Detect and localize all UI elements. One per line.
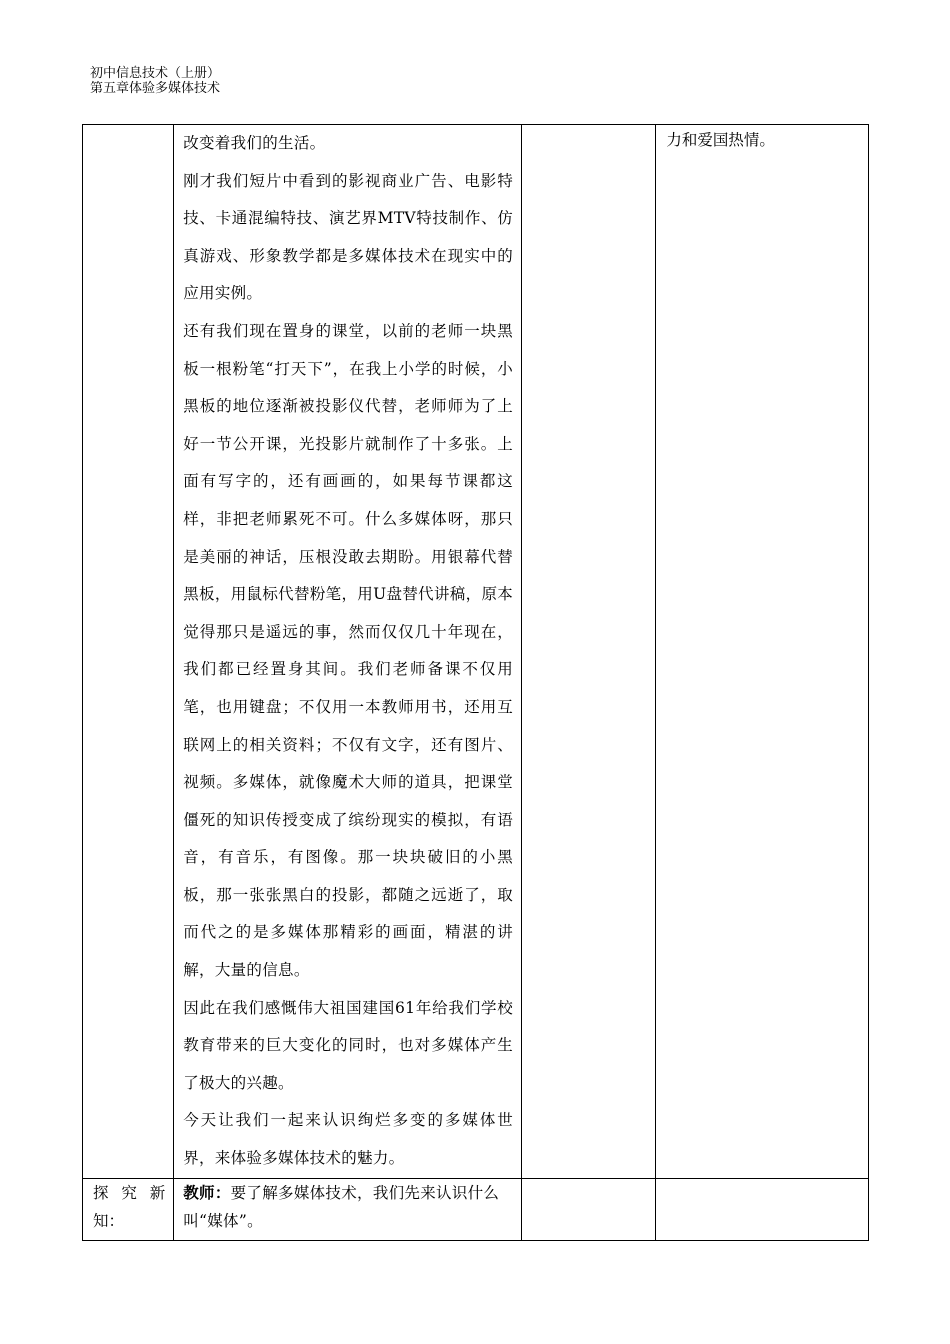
teacher-activity-text <box>174 125 521 1178</box>
teacher-activity-cell <box>174 125 522 1179</box>
stage-label-line1 <box>93 1179 165 1207</box>
header-course-title: 初中信息技术（上册） <box>90 66 221 81</box>
header-chapter-title: 第五章体验多媒体技术 <box>90 81 221 96</box>
design-intent-cell <box>656 1178 869 1240</box>
stage-label <box>83 1179 173 1235</box>
page-header <box>90 66 220 96</box>
teacher-activity-cell <box>174 1178 522 1240</box>
table-row <box>83 1178 869 1240</box>
student-activity-cell <box>522 125 656 1179</box>
speaker-text: 要了解多媒体技术，我们先来认识什么叫“媒体”。 <box>183 1183 500 1230</box>
stage-cell <box>83 125 174 1179</box>
stage-label-line2: 知： <box>93 1211 125 1230</box>
paragraph: 刚才我们短片中看到的影视商业广告、电影特技、卡通混编特技、演艺界MTV特技制作、仿真游戏、形象教学都是多媒体技术在现实中的应用实例。 <box>183 171 514 303</box>
paragraph: 改变着我们的生活。 <box>183 134 326 152</box>
stage-label-char: 探 <box>93 1183 109 1202</box>
speaker-label: 教师： <box>183 1182 231 1202</box>
design-intent-cell <box>656 125 869 1179</box>
student-activity-cell <box>522 1178 656 1240</box>
table-row <box>83 125 869 1179</box>
stage-label-char: 新 <box>149 1183 166 1202</box>
paragraph: 今天让我们一起来认识绚烂多变的多媒体世界，来体验多媒体技术的魅力。 <box>183 1111 514 1168</box>
stage-cell <box>83 1178 174 1240</box>
paragraph: 还有我们现在置身的课堂，以前的老师一块黑板一根粉笔“打天下”，在我上小学的时候，小黑板的地位逐渐被投影仪代替，老师师为了上好一节公开课，光投影片就制作了十多张。上面有写字的，还有画画的，如果每节课都这样，非把老师累死不可。什么多媒体呀，那只是美丽的神话，压根没敢去期盼。用银幕代替黑板，用鼠标代替粉笔，用U盘替代讲稿，原本觉得那只是遥远的事，然而仅仅几十年现在，我们都已经置身其间。我们老师备课不仅用笔，也用键盘；不仅用一本教师用书，还用互联网上的相关资料；不仅有文字，还有图片、视频。多媒体，就像魔术大师的道具，把课堂僵死的知识传授变成了缤纷现实的模拟，有语音，有音乐，有图像。那一块块破旧的小黑板，那一张张黑白的投影，都随之远逝了，取而代之的是多媒体那精彩的画面，精湛的讲解，大量的信息。 <box>183 321 514 980</box>
design-intent-text: 力和爱国热情。 <box>666 131 775 149</box>
lesson-plan-table <box>82 124 869 1241</box>
teacher-activity-text <box>174 1179 521 1235</box>
paragraph: 因此在我们感慨伟大祖国建国61年给我们学校教育带来的巨大变化的同时，也对多媒体产生了极大的兴趣。 <box>183 998 514 1092</box>
stage-label-char: 究 <box>121 1183 137 1202</box>
